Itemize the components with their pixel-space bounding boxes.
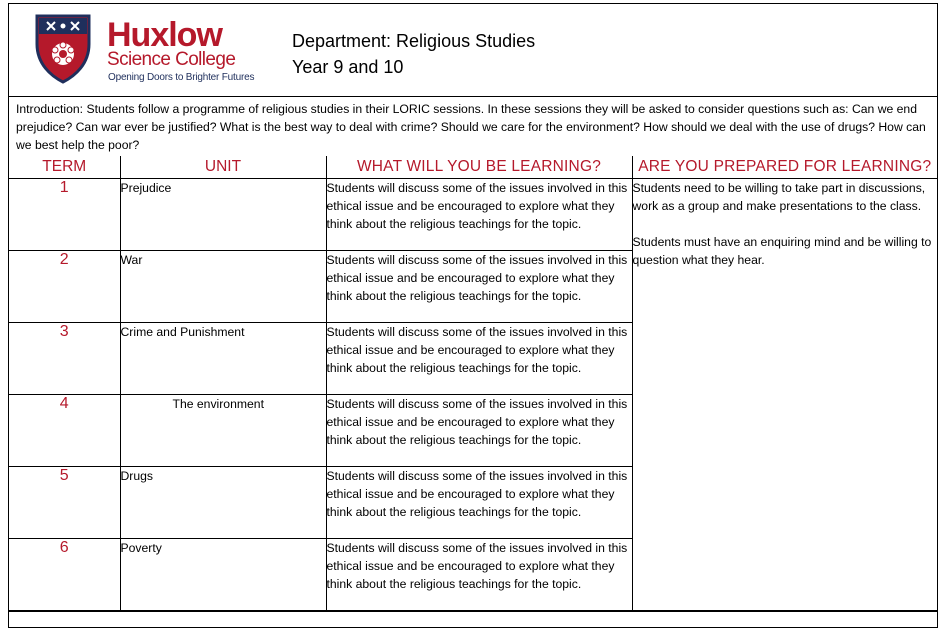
college-subtitle: Science College — [107, 49, 236, 70]
term-number: 3 — [9, 323, 120, 395]
crest-icon — [35, 14, 91, 84]
term-number: 1 — [9, 179, 120, 251]
table-row — [9, 179, 937, 251]
prepared-cell — [632, 179, 937, 611]
document-frame — [8, 3, 938, 628]
unit-name: The environment — [120, 395, 326, 467]
unit-name: Poverty — [120, 539, 326, 611]
department-title: Department: Religious Studies — [292, 31, 536, 51]
college-name: Huxlow — [107, 16, 222, 54]
term-number: 2 — [9, 251, 120, 323]
prepared-paragraph: Students need to be willing to take part in discussions, work as a group and make presentations to the class. — [632, 181, 926, 213]
learning-description: Students will discuss some of the issues involved in this ethical issue and be encouraged to explore what they think about the religious teachings for the topic. — [326, 467, 632, 539]
term-number: 6 — [9, 539, 120, 611]
unit-name: Prejudice — [120, 179, 326, 251]
header-prepared: ARE YOU PREPARED FOR LEARNING? — [632, 156, 937, 179]
curriculum-table — [9, 156, 937, 611]
header-learning: WHAT WILL YOU BE LEARNING? — [326, 156, 632, 179]
learning-description: Students will discuss some of the issues involved in this ethical issue and be encouraged to explore what they think about the religious teachings for the topic. — [326, 251, 632, 323]
department-heading — [292, 28, 535, 80]
learning-description: Students will discuss some of the issues involved in this ethical issue and be encouraged to explore what they think about the religious teachings for the topic. — [326, 179, 632, 251]
term-number: 4 — [9, 395, 120, 467]
learning-description: Students will discuss some of the issues involved in this ethical issue and be encouraged to explore what they think about the religious teachings for the topic. — [326, 323, 632, 395]
unit-name: Drugs — [120, 467, 326, 539]
unit-name: Crime and Punishment — [120, 323, 326, 395]
year-groups: Year 9 and 10 — [292, 57, 404, 77]
learning-description: Students will discuss some of the issues involved in this ethical issue and be encouraged to explore what they think about the religious teachings for the topic. — [326, 395, 632, 467]
introduction-text: Introduction: Students follow a programme of religious studies in their LORIC sessions. In these sessions they will be asked to consider questions such as: Can we end prejudice? Can war ever be justified? What is the best way to deal with crime? Should we care for the environment? How should we deal with the use of drugs? How can we best help the poor? — [16, 102, 926, 152]
college-logo — [35, 14, 275, 94]
header — [9, 4, 937, 97]
college-tagline: Opening Doors to Brighter Futures — [108, 72, 255, 83]
header-unit: UNIT — [120, 156, 326, 179]
unit-name: War — [120, 251, 326, 323]
learning-description: Students will discuss some of the issues involved in this ethical issue and be encouraged to explore what they think about the religious teachings for the topic. — [326, 539, 632, 611]
table-header-row — [9, 156, 937, 179]
header-term: TERM — [9, 156, 120, 179]
prepared-paragraph: Students must have an enquiring mind and be willing to question what they hear. — [632, 235, 932, 267]
term-number: 5 — [9, 467, 120, 539]
footer-strip — [9, 611, 937, 628]
